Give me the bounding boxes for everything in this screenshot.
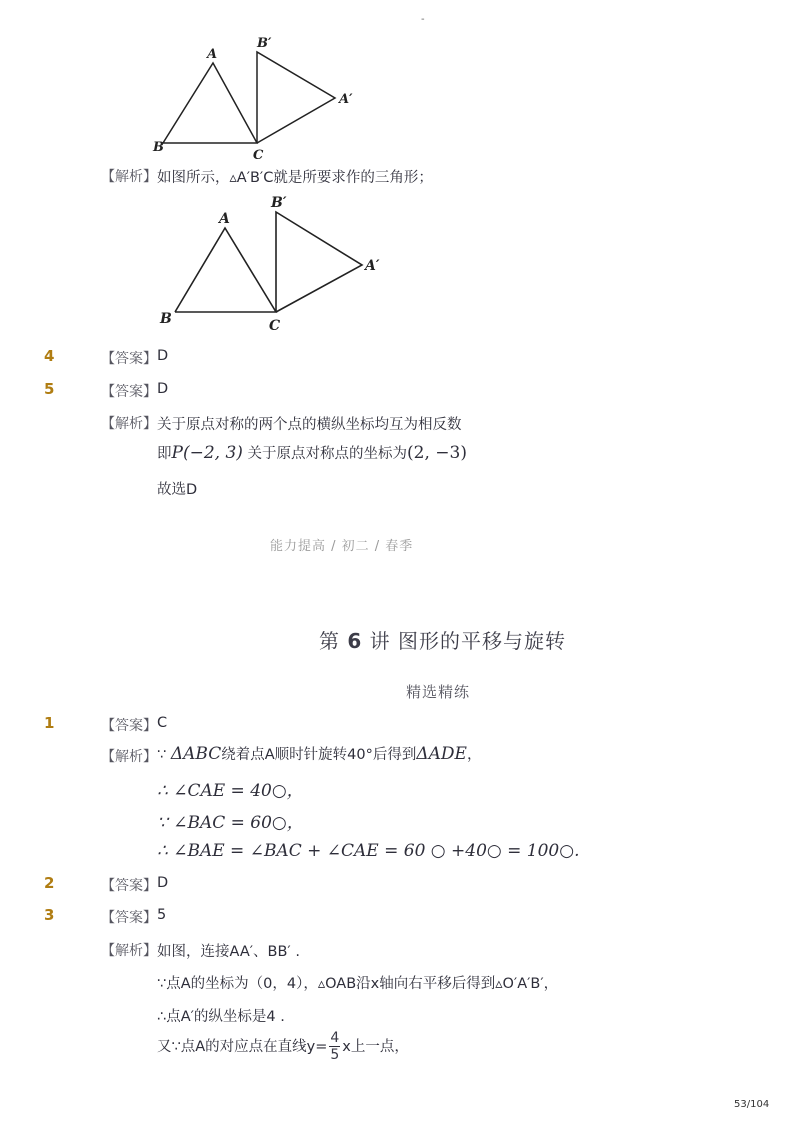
title-number: 6 (347, 629, 363, 653)
fraction-numerator: 4 (330, 1030, 340, 1046)
analysis-line (157, 743, 481, 764)
analysis-line: 关于原点对称的两个点的横纵坐标均互为相反数 (157, 417, 462, 433)
title-suffix: 讲 图形的平移与旋转 (369, 629, 566, 653)
answer-tag: 【答案】 (101, 878, 157, 894)
rotation-figure-1 (150, 34, 370, 164)
label-B-prime: B′ (271, 195, 287, 211)
answer-tag: 【答案】 (101, 718, 157, 734)
label-C: C (269, 318, 281, 334)
label-B: B (160, 311, 172, 327)
answer-tag: 【答案】 (101, 351, 157, 367)
answer-value: 5 (157, 907, 167, 923)
label-A: A (207, 47, 218, 62)
label-A-prime: A′ (339, 92, 353, 107)
text-comma: ， (466, 747, 482, 763)
analysis-tag: 【解析】 (101, 169, 157, 185)
analysis-line: 故选D (157, 482, 198, 498)
text-middle: 关于原点对称点的坐标为 (242, 446, 407, 462)
question-number-1: 1 (44, 714, 55, 732)
label-B: B (153, 140, 164, 155)
top-mark: - (421, 14, 425, 25)
fraction-denominator: 5 (330, 1047, 340, 1063)
label-C: C (253, 148, 264, 163)
text-prefix: 即 (157, 446, 172, 462)
analysis-line (157, 442, 467, 463)
analysis-line: ∵点A的坐标为（0，4），▵OAB沿x轴向右平移后得到▵O′A′B′， (157, 976, 559, 992)
text-suffix: x上一点， (342, 1039, 409, 1055)
lecture-title (319, 625, 566, 654)
text-prefix: 又∵点A的对应点在直线y= (157, 1039, 328, 1055)
analysis-text: 如图所示，▵A′B′C就是所要求作的三角形； (157, 170, 433, 186)
label-A: A (219, 211, 230, 227)
answer-value: D (157, 875, 169, 891)
title-prefix: 第 (319, 629, 340, 653)
rotation-figure-2 (155, 190, 395, 335)
math-coordinate: (2, −3) (407, 443, 467, 463)
answer-value: C (157, 715, 168, 731)
question-number-5: 5 (44, 380, 55, 398)
text-rotate: 绕着点A顺时针旋转40°后得到 (221, 747, 417, 763)
analysis-line: ∵ ∠BAC = 60○， (157, 813, 304, 833)
analysis-tag: 【解析】 (101, 943, 157, 959)
math-point: P(−2, 3) (171, 443, 243, 463)
math-triangle-abc: ΔABC (170, 744, 222, 764)
answer-value: D (157, 381, 169, 397)
analysis-line: ∴ ∠CAE = 40○， (157, 781, 304, 801)
question-number-3: 3 (44, 906, 55, 924)
label-B-prime: B′ (257, 36, 272, 51)
math-triangle-ade: ΔADE (416, 744, 467, 764)
answer-tag: 【答案】 (101, 910, 157, 926)
lecture-subtitle: 精选精练 (406, 683, 471, 701)
label-A-prime: A′ (365, 258, 380, 274)
because-symbol: ∵ (157, 747, 171, 763)
answer-value: D (157, 348, 169, 364)
question-number-2: 2 (44, 874, 55, 892)
analysis-line (157, 1030, 409, 1063)
analysis-tag: 【解析】 (101, 416, 157, 432)
page-footer: 能力提高 / 初二 / 春季 (270, 539, 414, 554)
analysis-tag: 【解析】 (101, 749, 157, 765)
fraction (329, 1030, 340, 1063)
answer-tag: 【答案】 (101, 384, 157, 400)
analysis-line: ∴点A′的纵坐标是4 . (157, 1009, 285, 1025)
page-number: 53/104 (734, 1099, 770, 1110)
analysis-line: ∴ ∠BAE = ∠BAC + ∠CAE = 60 ○ +40○ = 100○. (157, 841, 580, 861)
analysis-line: 如图，连接AA′、BB′ . (157, 944, 300, 960)
question-number-4: 4 (44, 347, 55, 365)
